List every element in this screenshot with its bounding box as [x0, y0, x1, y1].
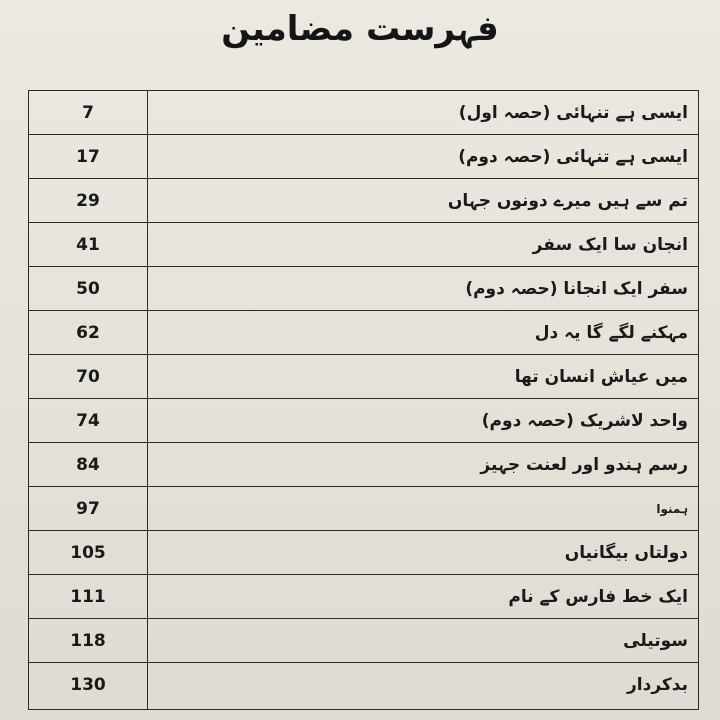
chapter-title: سوتیلی: [623, 630, 688, 651]
page-number: 111: [70, 586, 106, 607]
page-number: 7: [82, 102, 94, 123]
chapter-title: دولتاں بیگانیاں: [564, 542, 688, 563]
chapter-title: بدکردار: [626, 675, 688, 695]
chapter-title: ایک خط فارس کے نام: [508, 587, 688, 607]
chapter-title: ایسی ہے تنہائی (حصہ دوم): [458, 147, 688, 167]
table-row: [29, 575, 698, 619]
chapter-title: مہکنے لگے گا یہ دل: [534, 323, 688, 343]
table-row: [29, 223, 698, 267]
chapter-title: سفر ایک انجانا (حصہ دوم): [465, 279, 688, 299]
table-row: [29, 135, 698, 179]
chapter-title: انجان سا ایک سفر: [532, 234, 688, 255]
chapter-title: تم سے ہیں میرے دونوں جہاں: [447, 191, 688, 211]
page-title: فہرست مضامین: [221, 9, 499, 49]
table-row: [29, 179, 698, 223]
table-row: [29, 267, 698, 311]
table-row: [29, 355, 698, 399]
table-row: [29, 663, 698, 707]
page-number: 41: [76, 234, 100, 255]
table-row: [29, 91, 698, 135]
page-number: 50: [76, 278, 100, 299]
page-number: 29: [76, 190, 100, 211]
page-number: 74: [76, 410, 100, 431]
chapter-title: ایسی ہے تنہائی (حصہ اول): [458, 103, 688, 123]
table-row: [29, 487, 698, 531]
page-number: 105: [70, 542, 106, 563]
chapter-title: ہمنوا: [656, 501, 688, 516]
table-of-contents: [28, 90, 699, 710]
page-number: 17: [76, 146, 100, 167]
table-row: [29, 619, 698, 663]
page-number: 97: [76, 498, 100, 519]
table-row: [29, 531, 698, 575]
page-number: 70: [76, 366, 100, 387]
chapter-title: میں عیاش انسان تھا: [514, 366, 688, 387]
table-row: [29, 399, 698, 443]
page-number: 118: [70, 630, 106, 651]
table-row: [29, 311, 698, 355]
page-number: 62: [76, 322, 100, 343]
page-number: 84: [76, 454, 100, 475]
table-row: [29, 443, 698, 487]
page-number: 130: [70, 675, 106, 695]
chapter-title: رسم ہندو اور لعنت جہیز: [480, 455, 688, 475]
chapter-title: واحد لاشریک (حصہ دوم): [481, 411, 688, 431]
